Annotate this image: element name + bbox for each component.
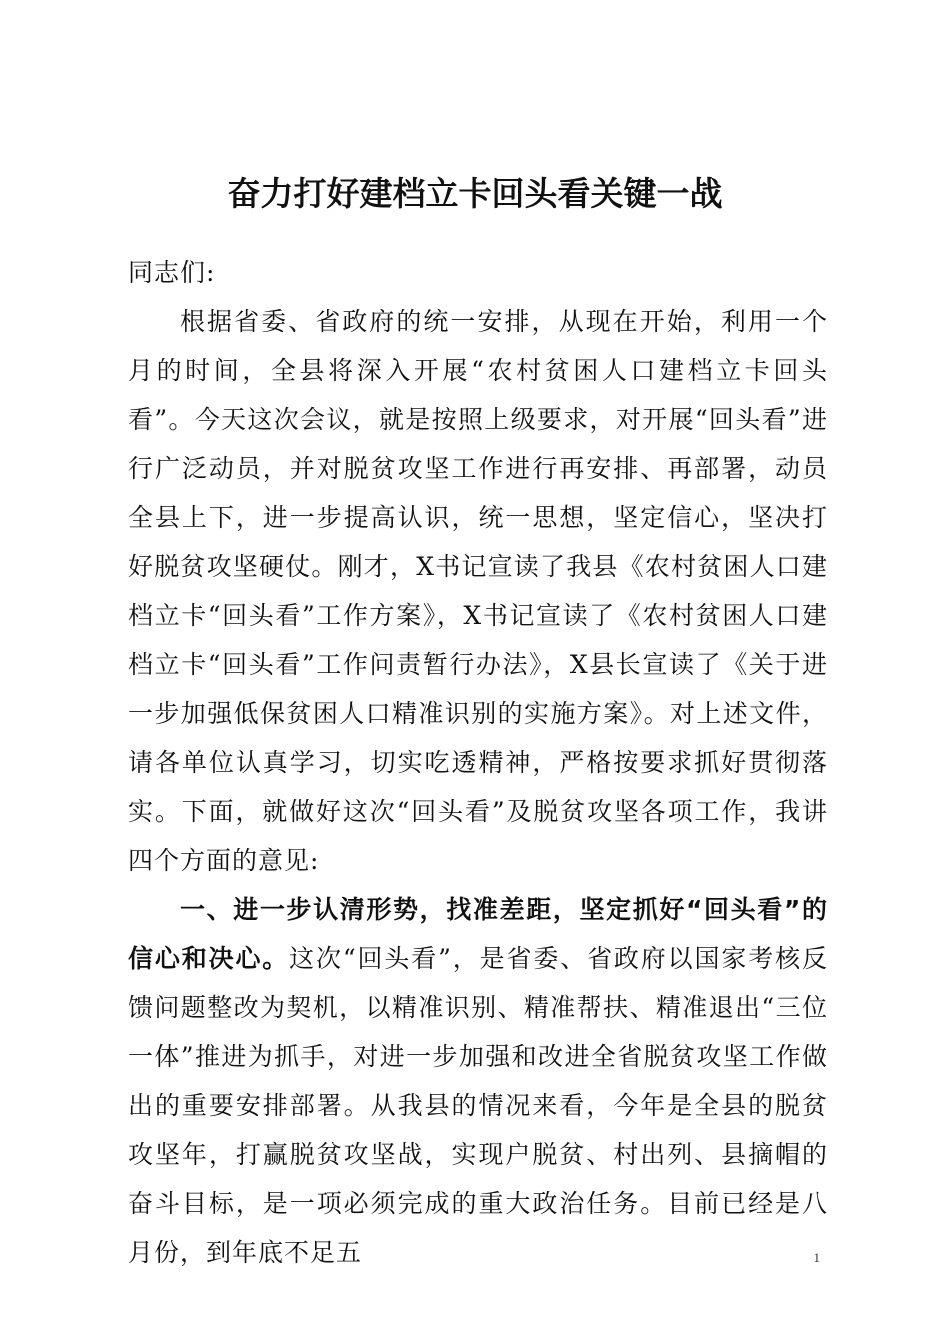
section-1-body: 这次“回头看”，是省委、省政府以国家考核反馈问题整改为契机，以精准识别、精准帮扶、精准退出“三位一体”推进为抓手，对进一步加强和改进全省脱贫攻坚工作做出的重要安排部署。从我县的情况来看，今年是全县的脱贫攻坚年，打赢脱贫攻坚战，实现户脱贫、村出列、县摘帽的奋斗目标，是一项必须完成的重大政治任务。目前已经是八月份，到年底不足五 [128,944,828,1267]
paragraph-section-1 [128,885,828,1277]
page-number: 1 [813,1250,820,1265]
document-body [128,248,828,1277]
salutation: 同志们: [128,258,216,287]
document-title: 奋力打好建档立卡回头看关键一战 [227,174,723,213]
paragraph-intro: 根据省委、省政府的统一安排，从现在开始，利用一个月的时间，全县将深入开展“农村贫困人口建档立卡回头看”。今天这次会议，就是按照上级要求，对开展“回头看”进行广泛动员，并对脱贫攻坚工作进行再安排、再部署，动员全县上下，进一步提高认识，统一思想，坚定信心，坚决打好脱贫攻坚硬仗。刚才，X书记宣读了我县《农村贫困人口建档立卡“回头看”工作方案》，X书记宣读了《农村贫困人口建档立卡“回头看”工作问责暂行办法》，X县长宣读了《关于进一步加强低保贫困人口精准识别的实施方案》。对上述文件，请各单位认真学习，切实吃透精神，严格按要求抓好贯彻落实。下面，就做好这次“回头看”及脱贫攻坚各项工作，我讲四个方面的意见: [128,307,828,875]
section-1-heading: 一、进一步认清形势，找准差距，坚定抓好“回头看”的信心和决心。 [128,895,828,973]
